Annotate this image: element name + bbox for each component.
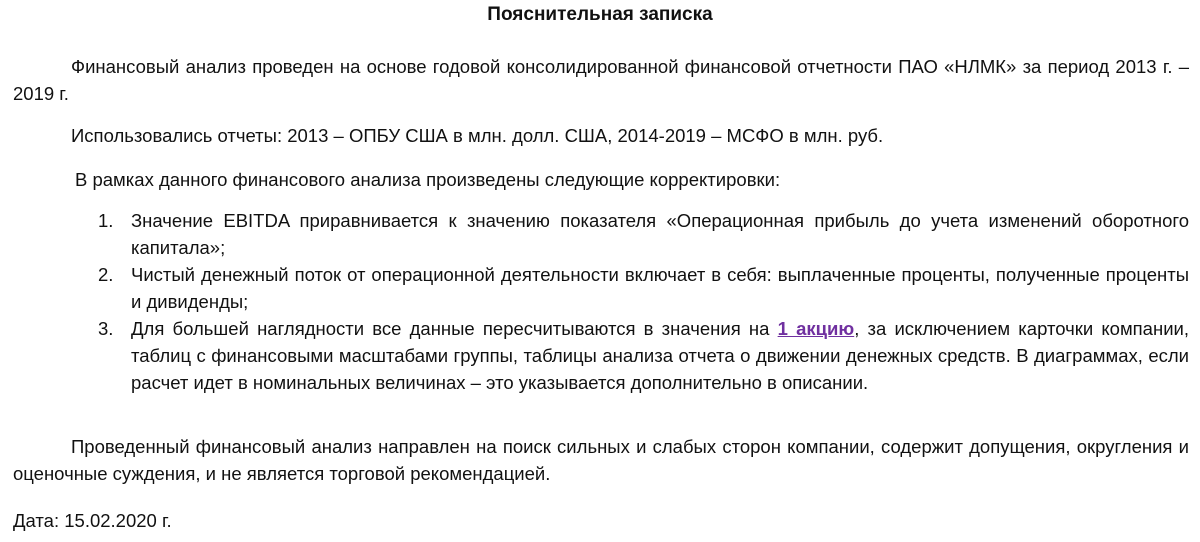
paragraph-conclusion: Проведенный финансовый анализ направлен на поиск сильных и слабых сторон компании, содержит допущения, округления и оценочные суждения, и не является торговой рекомендацией. bbox=[13, 436, 1189, 484]
list-item-text-before: Для большей наглядности все данные пересчитываются в значения на bbox=[131, 318, 778, 339]
list-item-text-after: , за исключением карточки компании, таблиц с финансовыми масштабами группы, таблицы анализа отчета о движении денежных средств. В диаграммах, если расчет идет в номинальных величинах – это указывается дополнительно в описании. bbox=[131, 318, 1189, 393]
per-share-link[interactable]: 1 акцию bbox=[777, 318, 855, 339]
list-item bbox=[98, 261, 1189, 315]
list-item-number: 1. bbox=[98, 210, 114, 231]
list-item-number: 3. bbox=[98, 318, 114, 339]
list-item-text: Значение EBITDA приравнивается к значению показателя «Операционная прибыль до учета изменений оборотного капитала»; bbox=[131, 210, 1189, 258]
paragraph-finance-basis: Финансовый анализ проведен на основе годовой консолидированной финансовой отчетности ПАО «НЛМК» за период 2013 г. – 2019 г. bbox=[13, 56, 1189, 104]
document-date: Дата: 15.02.2020 г. bbox=[13, 510, 172, 531]
list-item-number: 2. bbox=[98, 264, 114, 285]
document-title: Пояснительная записка bbox=[487, 4, 713, 25]
list-item bbox=[98, 315, 1189, 396]
paragraph-adjustments-intro: В рамках данного финансового анализа произведены следующие корректировки: bbox=[75, 169, 781, 190]
list-item-text: Чистый денежный поток от операционной деятельности включает в себя: выплаченные проценты, полученные проценты и дивиденды; bbox=[131, 264, 1189, 312]
list-item bbox=[98, 207, 1189, 261]
paragraph-reports-used: Использовались отчеты: 2013 – ОПБУ США в млн. долл. США, 2014-2019 – МСФО в млн. руб. bbox=[71, 125, 884, 146]
adjustments-list bbox=[98, 207, 1189, 396]
